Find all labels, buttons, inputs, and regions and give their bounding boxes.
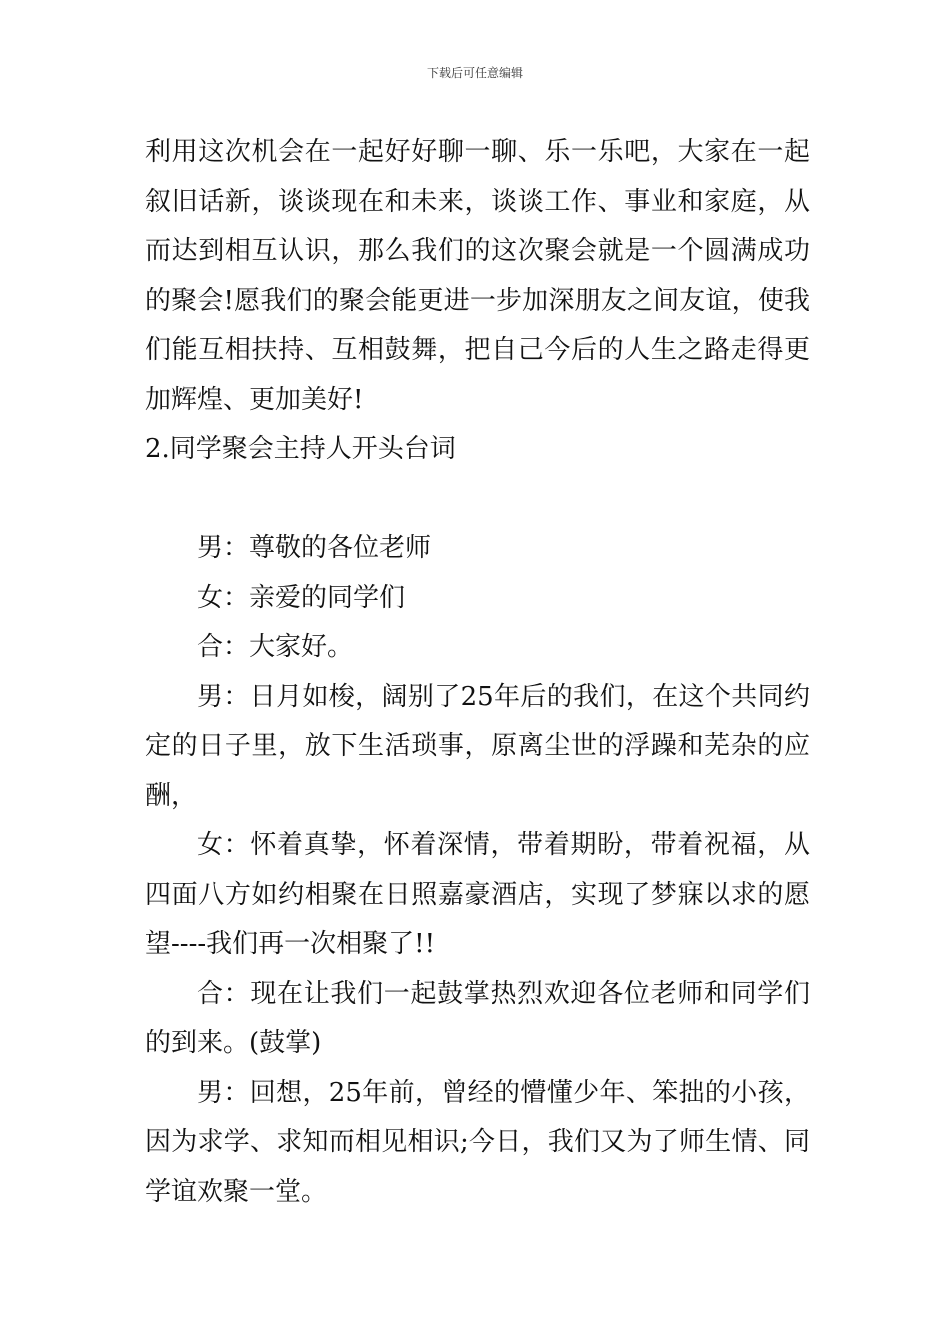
dialogue-line: 女：亲爱的同学们 [197, 582, 406, 613]
dialogue-line: 合：大家好。 [197, 632, 354, 662]
blank-line [145, 475, 810, 525]
section-heading: 2.同学聚会主持人开头台词 [145, 434, 456, 464]
dialogue-line: 女：怀着真挚，怀着深情，带着期盼，带着祝福，从四面八方如约相聚在日照嘉豪酒店，实现了梦寐以求的愿望----我们再一次相聚了!! [145, 830, 810, 959]
page-header: 下载后可任意编辑 [426, 66, 523, 80]
dialogue-line: 男：尊敬的各位老师 [197, 533, 432, 563]
document-body [145, 128, 810, 1217]
paragraph-intro: 利用这次机会在一起好好聊一聊、乐一乐吧，大家在一起叙旧话新，谈谈现在和未来，谈谈工作、事业和家庭，从而达到相互认识，那么我们的这次聚会就是一个圆满成功的聚会!愿我们的聚会能更进一步加深朋友之间友谊，使我们能互相扶持、互相鼓舞，把自己今后的人生之路走得更加辉煌、更加美好! [145, 137, 810, 415]
dialogue-line: 合：现在让我们一起鼓掌热烈欢迎各位老师和同学们的到来。(鼓掌) [145, 978, 810, 1058]
dialogue-line: 男：回想，25年前，曾经的懵懂少年、笨拙的小孩，因为求学、求知而相见相识;今日，我们又为了师生情、同学谊欢聚一堂。 [145, 1077, 810, 1207]
dialogue-line: 男：日月如梭，阔别了25年后的我们，在这个共同约定的日子里，放下生活琐事，原离尘世的浮躁和芜杂的应酬， [145, 681, 810, 811]
